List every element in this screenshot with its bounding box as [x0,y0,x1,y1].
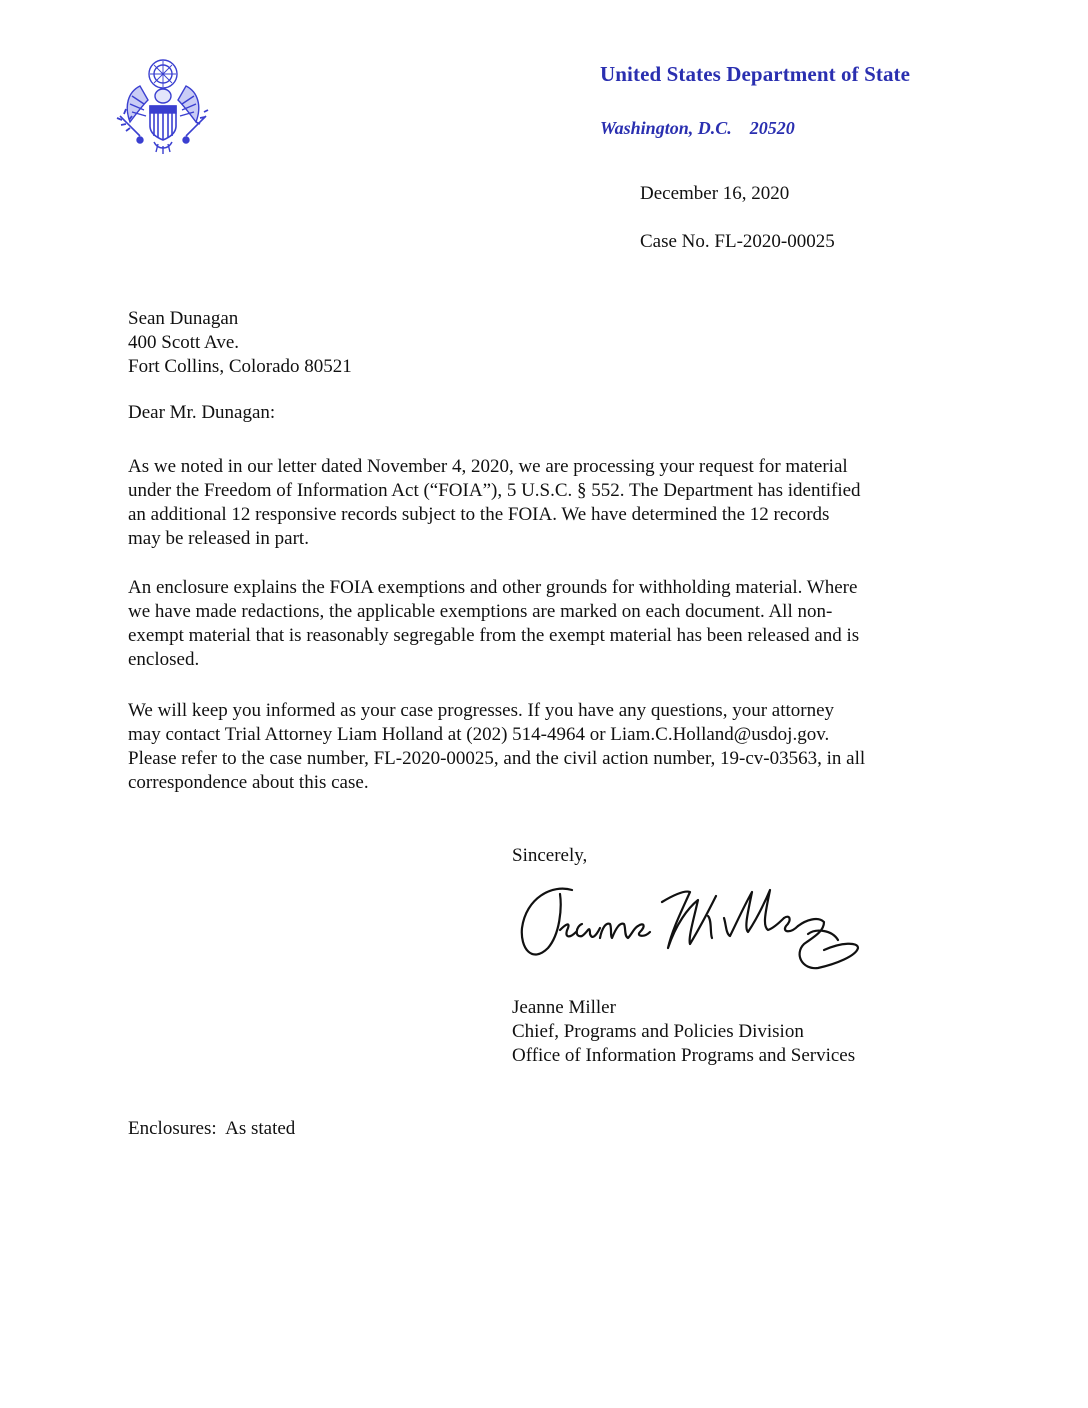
paragraph-line: An enclosure explains the FOIA exemptions and other grounds for withholding material. Where [128,577,858,598]
paragraph-line: enclosed. [128,649,200,670]
paragraph-line: may be released in part. [128,528,309,549]
closing: Sincerely, [512,845,588,866]
enclosures-line: Enclosures: As stated [128,1118,296,1139]
paragraph-line: under the Freedom of Information Act (“FOIA”), 5 U.S.C. § 552. The Department has identified [128,480,861,501]
letter-date: December 16, 2020 [640,183,790,204]
letterhead-title: United States Department of State [600,62,911,86]
body-paragraph-1 [128,455,968,551]
case-number: Case No. FL-2020-00025 [640,231,835,252]
salutation: Dear Mr. Dunagan: [128,402,276,423]
paragraph-line: an additional 12 responsive records subject to the FOIA. We have determined the 12 records [128,504,830,525]
body-paragraph-3 [128,699,968,795]
recipient-address [128,307,352,379]
recipient-street: 400 Scott Ave. [128,332,240,353]
great-seal-icon [110,52,216,158]
paragraph-line: correspondence about this case. [128,772,369,793]
paragraph-line: Please refer to the case number, FL-2020-00025, and the civil action number, 19-cv-03563, in all [128,748,866,769]
paragraph-line: exempt material that is reasonably segregable from the exempt material has been released and is [128,625,860,646]
signer-office: Office of Information Programs and Services [512,1045,856,1066]
recipient-name: Sean Dunagan [128,308,239,329]
paragraph-line: we have made redactions, the applicable exemptions are marked on each document. All non- [128,601,833,622]
signer-block [512,996,855,1068]
body-paragraph-2 [128,576,968,672]
signer-title: Chief, Programs and Policies Division [512,1021,804,1042]
paragraph-line: As we noted in our letter dated November 4, 2020, we are processing your request for material [128,456,848,477]
signature-image [512,868,872,992]
signer-name: Jeanne Miller [512,997,616,1018]
letterhead-city: Washington, D.C. 20520 [600,118,795,138]
paragraph-line: We will keep you informed as your case progresses. If you have any questions, your attorney [128,700,835,721]
paragraph-line: may contact Trial Attorney Liam Holland at (202) 514-4964 or Liam.C.Holland@usdoj.gov. [128,724,830,745]
recipient-city: Fort Collins, Colorado 80521 [128,356,352,377]
